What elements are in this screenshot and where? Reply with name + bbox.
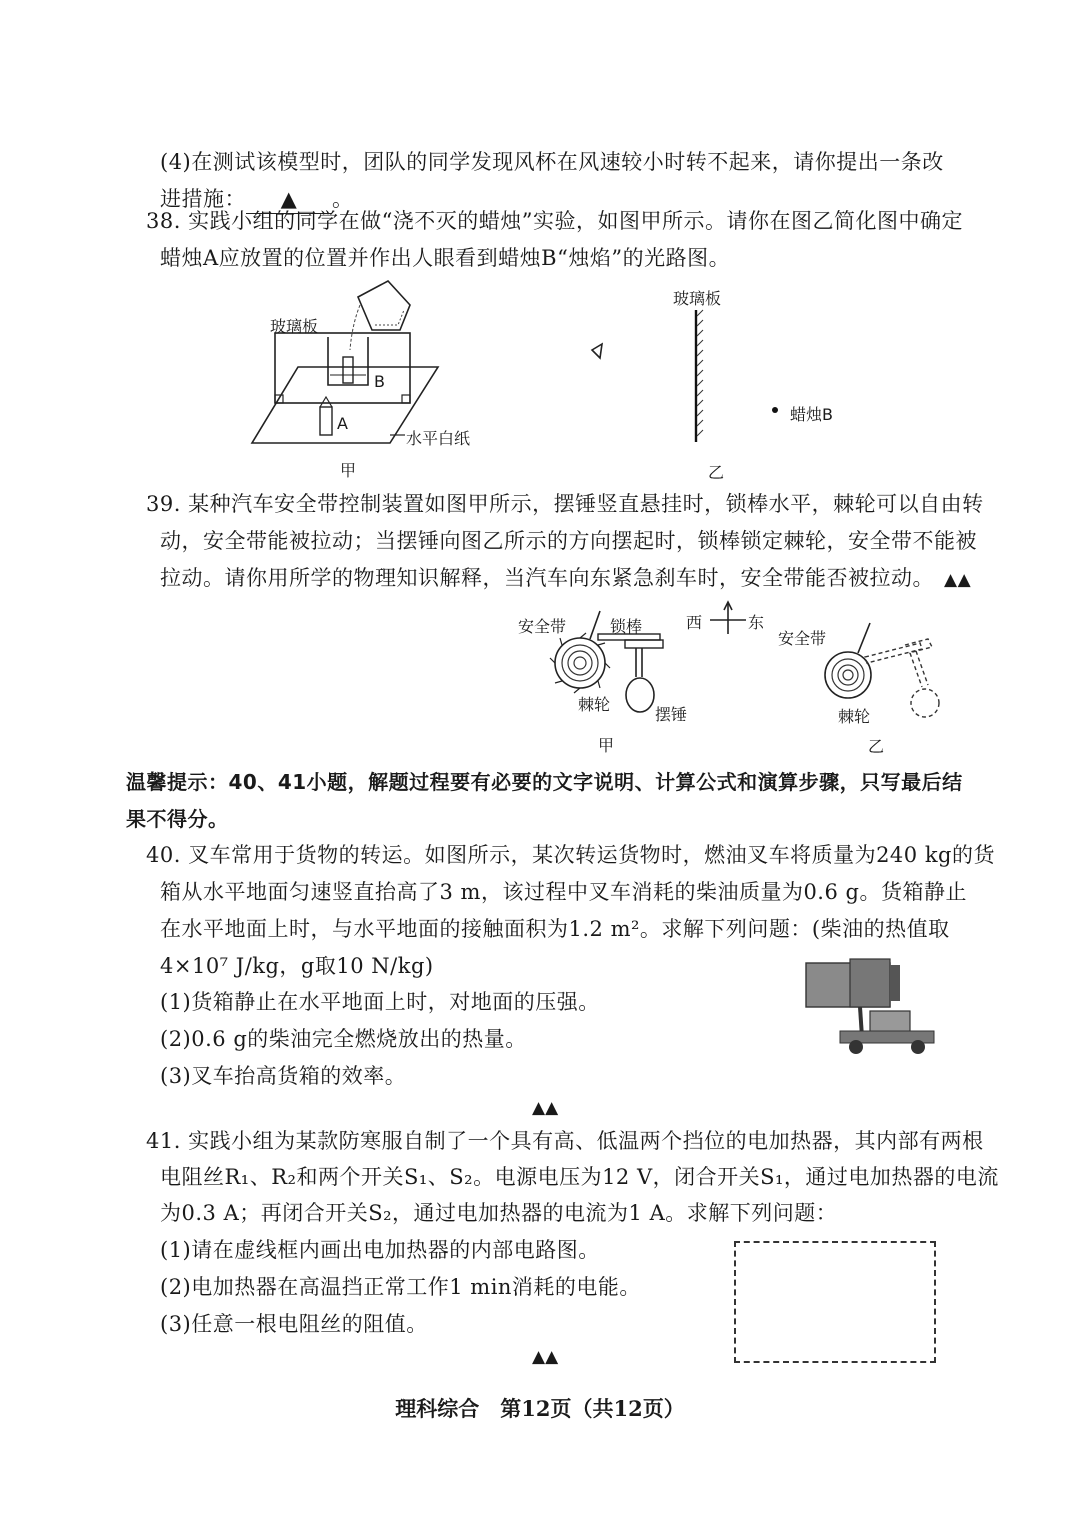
- q38-jia-paper-label: 水平白纸: [406, 429, 471, 448]
- q41-sub2: (2)电加热器在高温挡正常工作1 min消耗的电能。: [160, 1275, 641, 1299]
- q39-yi-ratchet: 棘轮: [838, 707, 871, 726]
- q39-jia-ratchet: 棘轮: [578, 695, 611, 714]
- q40-sub2: (2)0.6 g的柴油完全燃烧放出的热量。: [160, 1027, 527, 1051]
- pendulum-bob: [626, 678, 654, 712]
- q40-line3: 在水平地面上时，与水平地面的接触面积为1.2 m²。求解下列问题：(柴油的热值取: [160, 917, 950, 941]
- q41-line2: 电阻丝R₁、R₂和两个开关S₁、S₂。电源电压为12 V，闭合开关S₁，通过电加热器的电流: [160, 1165, 999, 1189]
- q40-sub1: (1)货箱静止在水平地面上时，对地面的压强。: [160, 990, 600, 1014]
- circuit-dashed-box[interactable]: [734, 1241, 936, 1363]
- q39-jia-lock-bar: 锁棒: [610, 617, 643, 636]
- q39-line3: [160, 564, 971, 594]
- compass-west: 西: [686, 613, 703, 632]
- q38-jia-candle-b: B: [374, 372, 385, 391]
- q39-jia-pendulum: 摆锤: [655, 705, 688, 724]
- eye-icon: [592, 344, 602, 358]
- q38-jia-glass-label: 玻璃板: [270, 317, 319, 336]
- q40-line4: 4×10⁷ J/kg，g取10 N/kg): [160, 954, 434, 978]
- q38-yi-glass-label: 玻璃板: [673, 289, 722, 308]
- q37-part4-suffix: 。: [332, 187, 354, 211]
- q38-yi-candle-b: 蜡烛B: [790, 405, 833, 424]
- q41-sub1: (1)请在虚线框内画出电加热器的内部电路图。: [160, 1238, 600, 1262]
- q38-jia-candle-a: A: [337, 414, 348, 433]
- q39-yi-caption: 乙: [868, 737, 885, 756]
- q39-figure-yi: [810, 615, 950, 725]
- q38-yi-caption: 乙: [708, 463, 725, 482]
- q41-line3: 为0.3 A；再闭合开关S₂，通过电加热器的电流为1 A。求解下列问题：: [160, 1201, 838, 1225]
- forklift-image: [800, 955, 940, 1055]
- q39-yi-belt: 安全带: [778, 629, 827, 648]
- tip-line1: 温馨提示：40、41小题，解题过程要有必要的文字说明、计算公式和演算步骤，只写最后结: [126, 770, 963, 794]
- q38-jia-caption: 甲: [340, 461, 357, 480]
- pouring-cup: [358, 281, 410, 330]
- q38-figure-yi: [580, 300, 760, 450]
- q38-line2: 蜡烛A应放置的位置并作出人眼看到蜡烛B“烛焰”的光路图。: [160, 246, 731, 270]
- candle-b-point: [770, 405, 780, 415]
- q39-answer-mark: ▲▲: [944, 570, 972, 590]
- q41-answer-mark: ▲▲: [532, 1347, 559, 1367]
- q39-line1: 39. 某种汽车安全带控制装置如图甲所示，摆锤竖直悬挂时，锁棒水平，棘轮可以自由转: [146, 492, 984, 516]
- q37-part4-line1: (4)在测试该模型时，团队的同学发现风杯在风速较小时转不起来，请你提出一条改: [160, 150, 944, 174]
- q37-part4-prefix: 进措施：: [160, 187, 246, 211]
- q39-line2: 动，安全带能被拉动；当摆锤向图乙所示的方向摆起时，锁棒锁定棘轮，安全带不能被: [160, 529, 977, 553]
- q40-answer-mark: ▲▲: [532, 1098, 559, 1118]
- q39-jia-caption: 甲: [598, 736, 615, 755]
- q39-jia-belt: 安全带: [518, 617, 567, 636]
- q38-line1: 38. 实践小组的同学在做“浇不灭的蜡烛”实验，如图甲所示。请你在图乙简化图中确定: [146, 209, 964, 233]
- q41-line1: 41. 实践小组为某款防寒服自制了一个具有高、低温两个挡位的电加热器，其内部有两根: [146, 1129, 984, 1153]
- beaker: [328, 337, 368, 385]
- tip-line2: 果不得分。: [126, 807, 229, 831]
- q40-line2: 箱从水平地面匀速竖直抬高了3 m，该过程中叉车消耗的柴油质量为0.6 g。货箱静止: [160, 880, 967, 904]
- direction-compass: [706, 598, 750, 638]
- page-footer: 理科综合 第12页（共12页）: [395, 1396, 685, 1421]
- candle-b: [343, 357, 353, 383]
- q41-sub3: (3)任意一根电阻丝的阻值。: [160, 1312, 428, 1336]
- q37-answer-blank: ▲: [246, 185, 332, 214]
- candle-a: [320, 407, 332, 435]
- compass-east: 东: [748, 613, 765, 632]
- q39-line3-text: 拉动。请你用所学的物理知识解释，当汽车向东紧急刹车时，安全带能否被拉动。: [160, 566, 934, 590]
- q40-line1: 40. 叉车常用于货物的转运。如图所示，某次转运货物时，燃油叉车将质量为240 kg的货: [146, 843, 995, 867]
- q40-sub3: (3)叉车抬高货箱的效率。: [160, 1064, 407, 1088]
